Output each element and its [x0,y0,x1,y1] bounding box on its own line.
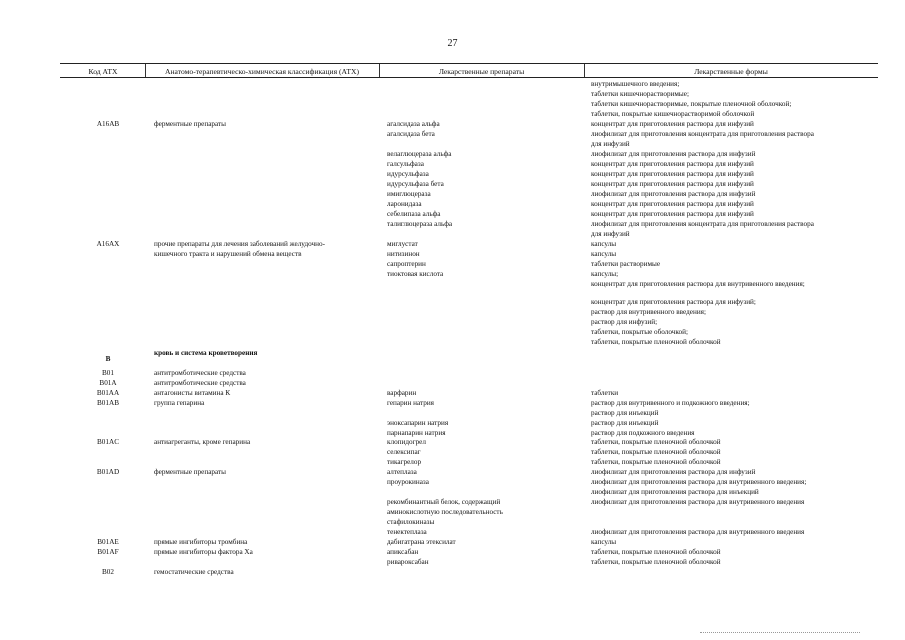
dosage-form: капсулы [591,240,617,248]
atc-code: A16AB [96,120,120,128]
header-code: Код АТХ [88,67,118,76]
drug-name: гепарин натрия [387,399,434,407]
drug-name: агалсидаза бета [387,130,435,138]
dosage-form: таблетки растворимые [591,260,661,268]
dosage-form: концентрат для приготовления раствора для инфузий [591,210,754,218]
dosage-form: лиофилизат для приготовления раствора для инфузий [591,190,756,198]
dosage-form: концентрат для приготовления раствора для инфузий [591,120,754,128]
dosage-form: таблетки, покрытые пленочной оболочкой [591,548,721,556]
drug-name: тиоктовая кислота [387,270,444,278]
atc-class-name: антитромботические средства [154,379,246,387]
dosage-form: раствор для внутривенного введения; [591,308,706,316]
atc-class-name: группа гепарина [154,399,205,407]
atc-code: A16AX [96,240,120,248]
atc-code: B01AA [96,389,120,397]
drug-name: велаглюцераза альфа [387,150,452,158]
drug-name: эноксапарин натрия [387,419,449,427]
dosage-form: концентрат для приготовления раствора для инфузий [591,200,754,208]
drug-name: ларонидаза [387,200,422,208]
dosage-form: капсулы [591,250,617,258]
atc-code: B01AC [97,438,119,446]
drug-name: проурокиназа [387,478,429,486]
dosage-form: лиофилизат для приготовления раствора для инъекций [591,488,759,496]
atc-code: B02 [102,568,114,576]
dosage-form: таблетки, покрытые пленочной оболочкой [591,438,721,446]
dosage-form: лиофилизат для приготовления раствора для инфузий [591,150,756,158]
drug-name: себелипаза альфа [387,210,441,218]
drug-name: сапроптерин [387,260,426,268]
dosage-form: таблетки, покрытые оболочкой; [591,328,688,336]
dosage-form: раствор для внутривенного и подкожного введения; [591,399,750,407]
drug-name: ривароксабан [387,558,429,566]
header-forms: Лекарственные формы [694,67,768,76]
atc-class-name: прямые ингибиторы тромбина [154,538,248,546]
dosage-form: для инфузий [591,140,630,148]
dosage-form: капсулы [591,538,617,546]
atc-class-name: ферментные препараты [154,468,226,476]
drug-name: апиксабан [387,548,419,556]
dosage-form: лиофилизат для приготовления концентрата для приготовления раствора [591,220,814,228]
dosage-form: лиофилизат для приготовления раствора для внутривенного введения [591,528,805,536]
page-number: 27 [447,38,458,49]
dosage-form: раствор для подкожного введения [591,429,695,437]
atc-class-name: кровь и система кроветворения [154,349,258,357]
atc-code: B01A [99,379,117,387]
atc-class-name: антитромботические средства [154,369,246,377]
drug-name: миглустат [387,240,418,248]
header-classification: Анатомо-терапевтическо-химическая классификация (АТХ) [165,67,359,76]
dosage-form: лиофилизат для приготовления раствора для внутривенного введения; [591,478,807,486]
atc-class-name: гемостатические средства [154,568,234,576]
atc-class-name: антагонисты витамина К [154,389,231,397]
atc-code: B01AE [97,538,119,546]
drug-name: клопидогрел [387,438,426,446]
drug-name: тикагрелор [387,458,422,466]
drug-name: дабигатрана этексилат [387,538,456,546]
scan-artifact [700,632,860,635]
atc-code: B01 [102,369,114,377]
drug-name: рекомбинантный белок, содержащий [387,498,501,506]
dosage-form: таблетки кишечнорастворимые; [591,90,689,98]
dosage-form: таблетки кишечнорастворимые, покрытые пленочной оболочкой; [591,100,792,108]
dosage-form: таблетки, покрытые пленочной оболочкой [591,338,721,346]
drug-name: имиглюцераза [387,190,431,198]
dosage-form: таблетки, покрытые кишечнорастворимой оболочкой [591,110,755,118]
atc-code: B [105,355,111,363]
dosage-form: концентрат для приготовления раствора для внутривенного введения; [591,280,805,288]
dosage-form: концентрат для приготовления раствора для инфузий [591,160,754,168]
drug-name: варфарин [387,389,417,397]
drug-name: тенектеплаза [387,528,427,536]
header-top-rule [60,63,878,64]
drug-name: талиглюцераза альфа [387,220,453,228]
drug-name: селексипаг [387,448,421,456]
dosage-form: таблетки, покрытые пленочной оболочкой [591,558,721,566]
drug-name: галсульфаза [387,160,424,168]
drug-name: парнапарин натрия [387,429,446,437]
dosage-form: внутримышечного введения; [591,80,680,88]
drug-name: идурсульфаза бета [387,180,444,188]
header-drugs: Лекарственные препараты [438,67,525,76]
dosage-form: концентрат для приготовления раствора для инфузий [591,170,754,178]
dosage-form: лиофилизат для приготовления раствора для инфузий [591,468,756,476]
dosage-form: раствор для инъекций [591,409,659,417]
dosage-form: концентрат для приготовления раствора для инфузий [591,180,754,188]
dosage-form: концентрат для приготовления раствора для инфузий; [591,298,756,306]
dosage-form: таблетки [591,389,619,397]
atc-code: B01AB [97,399,119,407]
atc-class-name: антиагреганты, кроме гепарина [154,438,251,446]
drug-name: нитизинон [387,250,420,258]
dosage-form: раствор для инъекций [591,419,659,427]
drug-name: аминокислотную последовательность [387,508,503,516]
drug-name: алтеплаза [387,468,417,476]
dosage-form: капсулы; [591,270,619,278]
dosage-form: лиофилизат для приготовления концентрата для приготовления раствора [591,130,814,138]
dosage-form: раствор для инфузий; [591,318,658,326]
dosage-form: таблетки, покрытые пленочной оболочкой [591,458,721,466]
atc-class-name: кишечного тракта и нарушений обмена веществ [154,250,302,258]
drug-name: агалсидаза альфа [387,120,440,128]
atc-class-name: ферментные препараты [154,120,226,128]
atc-code: B01AF [97,548,119,556]
atc-code: B01AD [96,468,120,476]
drug-name: стафилокиназы [387,518,435,526]
dosage-form: лиофилизат для приготовления раствора для внутривенного введения [591,498,805,506]
atc-class-name: прямые ингибиторы фактора Xa [154,548,253,556]
dosage-form: таблетки, покрытые пленочной оболочкой [591,448,721,456]
dosage-form: для инфузий [591,230,630,238]
drug-name: идурсульфаза [387,170,429,178]
atc-class-name: прочие препараты для лечения заболеваний желудочно- [154,240,325,248]
header-bottom-rule [60,77,878,78]
